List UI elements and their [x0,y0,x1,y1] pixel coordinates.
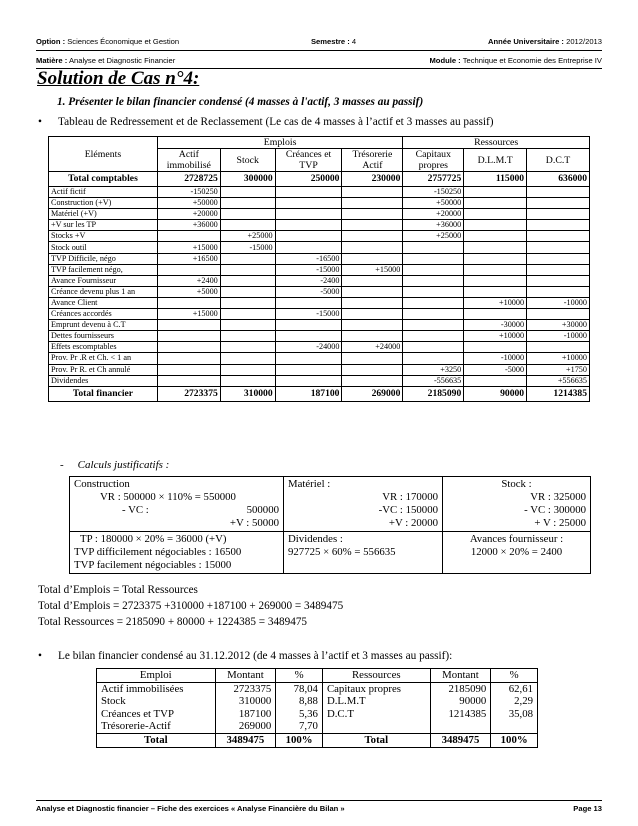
col-header: D.C.T [527,149,590,172]
col-header: D.L.M.T [464,149,527,172]
table-row [49,386,590,401]
table-cell [342,187,403,198]
totals-line-3: Total Ressources = 2185090 + 80000 + 1224385 = 3489475 [38,616,308,628]
table-row [49,297,590,308]
table-cell [220,187,275,198]
col-pct-2: % [491,669,538,683]
table-cell: 2723375 [157,386,220,401]
table-cell [220,275,275,286]
table-cell: +15000 [342,264,403,275]
col-emploi: Emploi [97,669,216,683]
table-cell [342,253,403,264]
row-label: TVP facilement négo, [49,264,158,275]
annee: Année Universitaire : 2012/2013 [488,37,602,46]
total-pct-2: 100% [491,733,538,747]
table-cell [527,209,590,220]
table-cell [342,198,403,209]
calc-construction: Construction VR : 500000 × 110% = 550000 - VC : 500000 +V : 50000 [70,477,284,532]
bilan-table [96,668,538,748]
option: Option : Sciences Économique et Gestion [36,37,180,46]
table-cell [403,309,464,320]
table-cell [275,375,342,386]
table-cell [464,309,527,320]
table-row [49,375,590,386]
col-ressources: Ressources [322,669,430,683]
table-cell: +24000 [342,342,403,353]
row-label: Avance Client [49,297,158,308]
table-cell [157,331,220,342]
table-cell [464,220,527,231]
table-cell: -15000 [220,242,275,253]
table-cell [220,320,275,331]
col-header: Stock [220,149,275,172]
table-cell [403,286,464,297]
ressources-montants: 2185090 90000 1214385 [430,682,491,733]
table-cell [220,198,275,209]
table-cell: -5000 [464,364,527,375]
table-cell [220,286,275,297]
row-label: Actif fictif [49,187,158,198]
total-montant-2: 3489475 [430,733,491,747]
table-row [49,364,590,375]
table-cell [403,275,464,286]
table-cell [464,242,527,253]
calc-stock: Stock : VR : 325000 - VC : 300000 + V : 25000 [443,477,591,532]
header-divider [36,50,602,51]
table-cell: -556635 [403,375,464,386]
bullet-2: • Le bilan financier condensé au 31.12.2012 (de 4 masses à l’actif et 3 masses au passif): [38,650,453,662]
table-cell: +25000 [403,231,464,242]
table-cell [464,342,527,353]
table-cell [342,231,403,242]
table-cell [342,242,403,253]
calc-dividendes: Dividendes : 927725 × 60% = 556635 [284,532,443,574]
section-subtitle: 1. Présenter le bilan financier condensé (4 masses à l'actif, 3 masses au passif) [57,96,424,108]
row-label: Créances accordés [49,309,158,320]
table-row [49,320,590,331]
row-label: Effets escomptables [49,342,158,353]
row-label: Stocks +V [49,231,158,242]
table-cell: +556635 [527,375,590,386]
calc-avances: Avances fournisseur : 12000 × 20% = 2400 [443,532,591,574]
table-row [49,172,590,187]
table-cell [157,342,220,353]
footer [36,804,602,813]
table-row [49,209,590,220]
table-cell [220,220,275,231]
table-cell [275,220,342,231]
table-cell: +1750 [527,364,590,375]
table-cell [157,297,220,308]
page-title: Solution de Cas n°4: [37,68,200,89]
table-row [49,220,590,231]
table-cell: 2728725 [157,172,220,187]
table-cell: +10000 [464,331,527,342]
table-cell [342,364,403,375]
row-label: TVP Difficile, négo [49,253,158,264]
page-number: Page 13 [573,804,602,813]
table-cell [527,198,590,209]
table-cell [403,297,464,308]
table-cell: -30000 [464,320,527,331]
table-cell [220,209,275,220]
table-cell: +50000 [403,198,464,209]
row-label: Emprunt devenu à C.T [49,320,158,331]
table-cell [220,342,275,353]
table-row [49,242,590,253]
row-label: Dividendes [49,375,158,386]
table-cell [464,187,527,198]
table-cell [275,187,342,198]
table-cell [464,286,527,297]
table-cell [464,264,527,275]
header-row-2 [36,56,602,65]
table-cell: 300000 [220,172,275,187]
table-row [49,342,590,353]
col-montant-2: Montant [430,669,491,683]
table-cell [220,375,275,386]
calc-table [69,476,591,574]
table-cell [342,220,403,231]
table-cell [275,297,342,308]
calc-materiel: Matériel : VR : 170000 -VC : 150000 +V : 20000 [284,477,443,532]
totals-line-1: Total d’Emplois = Total Ressources [38,584,198,596]
table-cell: +36000 [157,220,220,231]
table-cell: +15000 [157,242,220,253]
table-row [49,275,590,286]
reclassement-table [48,136,590,402]
table-cell [342,331,403,342]
row-label: Prov. Pr R. et Ch annulé [49,364,158,375]
table-cell: 90000 [464,386,527,401]
table-cell [464,253,527,264]
col-header: Capitaux propres [403,149,464,172]
calc-heading: - Calculs justificatifs : [60,459,170,471]
table-cell [527,187,590,198]
table-cell: -10000 [527,297,590,308]
table-cell [464,375,527,386]
table-cell: -16500 [275,253,342,264]
table-row [49,264,590,275]
table-row [49,198,590,209]
table-cell: -10000 [527,331,590,342]
col-montant-1: Montant [215,669,276,683]
row-label: Total comptables [49,172,158,187]
table-row [49,353,590,364]
emplois-header: Emplois [157,137,402,149]
table-cell [403,342,464,353]
table-row [49,187,590,198]
table-cell [403,242,464,253]
table-cell [275,353,342,364]
table-cell [342,375,403,386]
table-cell [342,286,403,297]
footer-left: Analyse et Diagnostic financier – Fiche des exercices « Analyse Financière du Bilan » [36,804,345,813]
table-cell [157,231,220,242]
table-row [49,331,590,342]
total-label-2: Total [322,733,430,747]
table-cell [275,231,342,242]
ressources-pcts: 62,61 2,29 35,08 [491,682,538,733]
table-cell [527,242,590,253]
table-cell [342,309,403,320]
table-cell: -5000 [275,286,342,297]
table-cell [342,320,403,331]
table-row [49,309,590,320]
table-cell [464,275,527,286]
table-cell [527,309,590,320]
table-cell [275,331,342,342]
table-cell: -2400 [275,275,342,286]
table-cell [527,286,590,297]
table-cell: 250000 [275,172,342,187]
table-cell: 1214385 [527,386,590,401]
emplois-pcts: 78,04 8,88 5,36 7,70 [276,682,323,733]
table-cell: +20000 [403,209,464,220]
table-cell: 230000 [342,172,403,187]
table-cell [527,264,590,275]
elements-header: Eléments [49,137,158,172]
total-montant-1: 3489475 [215,733,276,747]
table-cell: 310000 [220,386,275,401]
table-cell [275,209,342,220]
table-cell: +2400 [157,275,220,286]
row-label: Matériel (+V) [49,209,158,220]
bullet-1: • Tableau de Redressement et de Reclassement (Le cas de 4 masses à l’actif et 3 masses au passif) [38,116,494,128]
table-cell [403,253,464,264]
table-cell: +5000 [157,286,220,297]
table-cell: 636000 [527,172,590,187]
table-cell: +10000 [527,353,590,364]
table-cell: -24000 [275,342,342,353]
table-cell [527,253,590,264]
calc-tp: TP : 180000 × 20% = 36000 (+V) TVP difficilement négociables : 16500 TVP facilement négociables : 15000 [70,532,284,574]
table-row [49,231,590,242]
table-cell [527,342,590,353]
col-header: Trésorerie Actif [342,149,403,172]
table-cell [527,220,590,231]
table-cell [220,331,275,342]
table-cell: +25000 [220,231,275,242]
table-cell [157,320,220,331]
table-cell: -150250 [403,187,464,198]
row-label: Avance Fournisseur [49,275,158,286]
table-cell [275,242,342,253]
table-cell [464,231,527,242]
table-cell [220,297,275,308]
table-cell: -15000 [275,309,342,320]
table-cell [342,297,403,308]
table-cell [527,231,590,242]
total-label-1: Total [97,733,216,747]
table-cell [220,253,275,264]
table-cell [275,320,342,331]
col-header: Actif immobilisé [157,149,220,172]
table-cell: 187100 [275,386,342,401]
table-row [49,286,590,297]
table-cell: +15000 [157,309,220,320]
row-label: Construction (+V) [49,198,158,209]
total-pct-1: 100% [276,733,323,747]
table-cell: -15000 [275,264,342,275]
table-cell [220,309,275,320]
emplois-list: Actif immobilisées Stock Créances et TVP Trésorerie-Actif [97,682,216,733]
totals-line-2: Total d’Emplois = 2723375 +310000 +187100 + 269000 = 3489475 [38,600,344,612]
table-cell [464,198,527,209]
table-cell [342,353,403,364]
matiere: Matière : Analyse et Diagnostic Financier [36,56,176,65]
ressources-list: Capitaux propres D.L.M.T D.C.T [322,682,430,733]
table-cell: 2757725 [403,172,464,187]
table-cell: +30000 [527,320,590,331]
table-cell [220,364,275,375]
semestre: Semestre : 4 [310,37,357,46]
table-cell [275,364,342,375]
ressources-header: Ressources [403,137,590,149]
table-cell [157,364,220,375]
table-cell: -150250 [157,187,220,198]
table-cell [220,264,275,275]
table-cell: +16500 [157,253,220,264]
table-cell [464,209,527,220]
table-cell [157,375,220,386]
table-cell: +20000 [157,209,220,220]
emplois-montants: 2723375 310000 187100 269000 [215,682,276,733]
table-cell [220,353,275,364]
table-cell [527,275,590,286]
row-label: Prov. Pr .R et Ch. < 1 an [49,353,158,364]
table-cell [275,198,342,209]
row-label: Dettes fournisseurs [49,331,158,342]
table-cell [403,353,464,364]
table-cell: 2185090 [403,386,464,401]
col-pct-1: % [276,669,323,683]
footer-divider [36,800,602,801]
table-cell [342,209,403,220]
table-cell: +36000 [403,220,464,231]
table-cell [157,264,220,275]
row-label: +V sur les TP [49,220,158,231]
header-row-1 [36,37,602,46]
row-label: Stock outil [49,242,158,253]
col-header: Créances et TVP [275,149,342,172]
table-cell: -10000 [464,353,527,364]
table-cell [403,264,464,275]
table-cell: +3250 [403,364,464,375]
table-cell: 115000 [464,172,527,187]
table-cell: +10000 [464,297,527,308]
table-cell: 269000 [342,386,403,401]
table-cell [342,275,403,286]
table-cell [403,331,464,342]
table-row [49,253,590,264]
table-cell [403,320,464,331]
table-cell: +50000 [157,198,220,209]
row-label: Créance devenu plus 1 an [49,286,158,297]
module: Module : Technique et Economie des Entreprise IV [429,56,602,65]
row-label: Total financier [49,386,158,401]
table-cell [157,353,220,364]
